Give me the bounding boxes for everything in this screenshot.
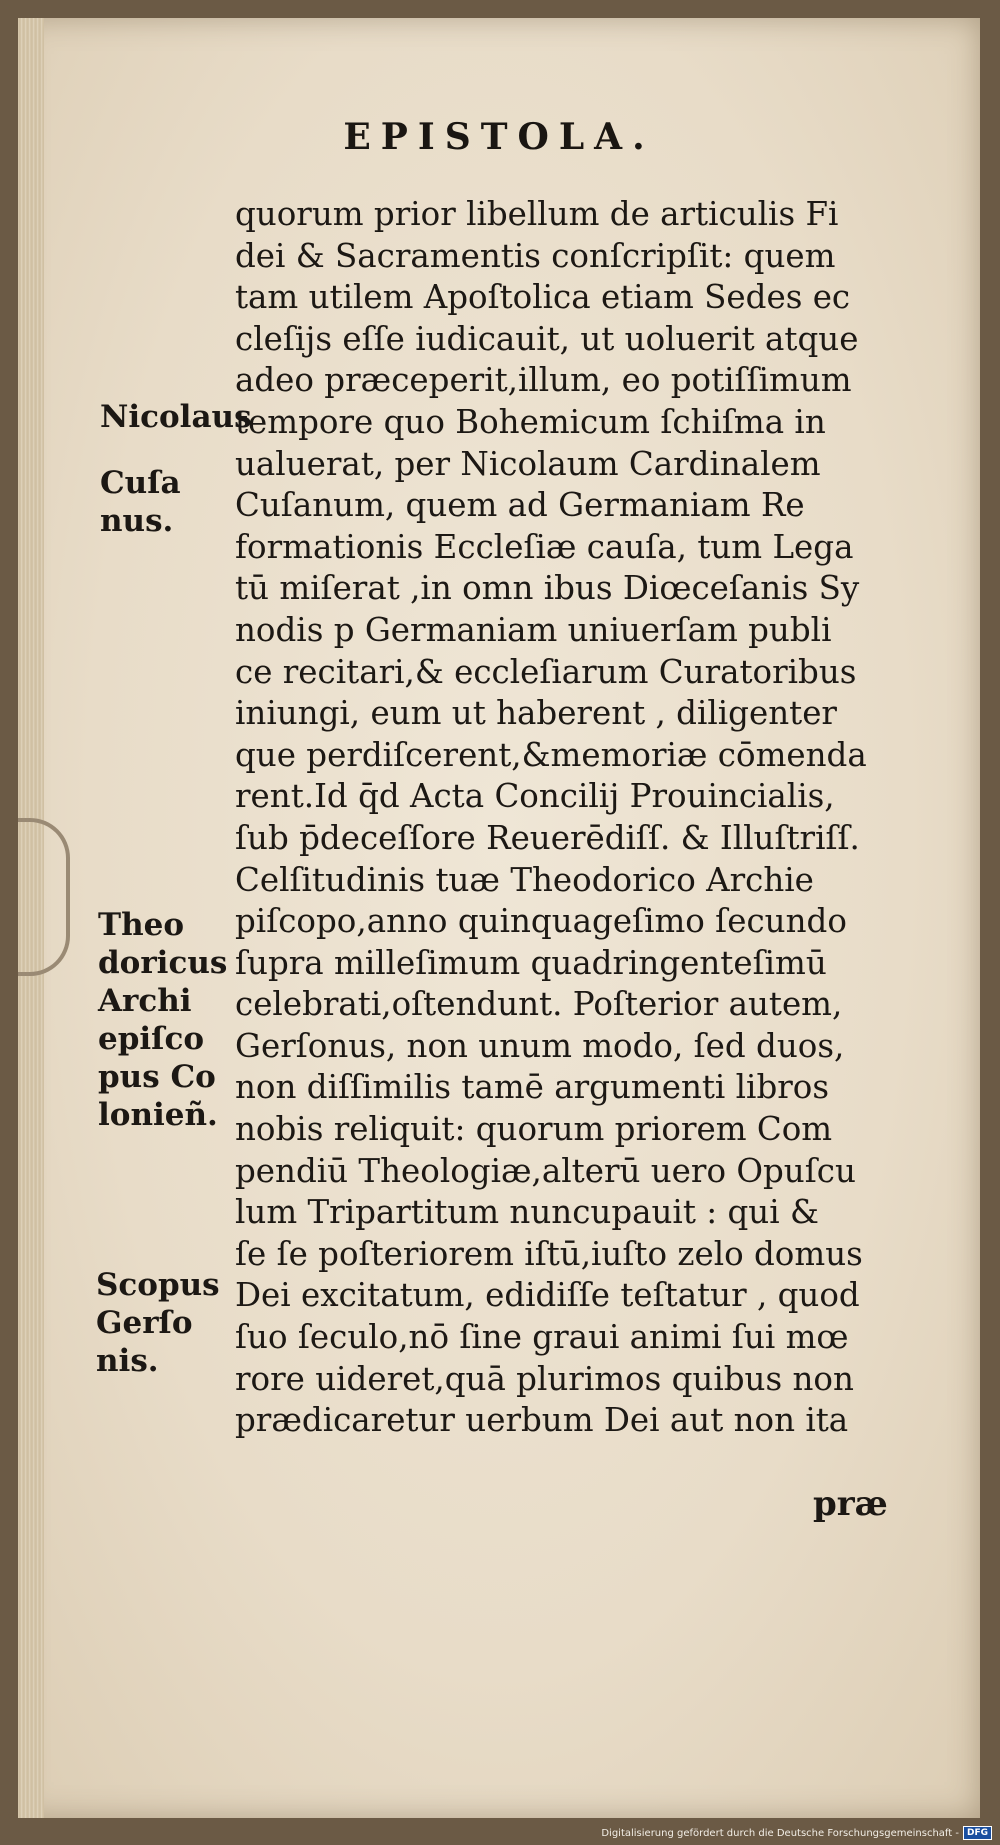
running-head: EPISTOLA.	[343, 116, 655, 158]
body-line: cleſijs eſſe iudicauit, ut uoluerit atque	[235, 319, 859, 358]
body-line: formationis Eccleſiæ cauſa, tum Lega	[235, 527, 854, 566]
margin-note-line: nis.	[96, 1343, 159, 1379]
body-line: prædicaretur uerbum Dei aut non ita	[235, 1401, 849, 1440]
margin-note-line: doricus	[98, 945, 228, 981]
margin-note-nicolaus	[100, 398, 252, 540]
body-line: Dei excitatum, edidiſſe teſtatur , quod	[235, 1276, 860, 1315]
body-line: ſe ſe poſteriorem iſtū,iuſto zelo domus	[235, 1234, 863, 1273]
margin-note-theodoricus	[98, 906, 227, 1134]
body-line: tū miſerat ,in omn ibus Diœceſanis Sy	[235, 569, 860, 608]
body-line: tam utilem Apoſtolica etiam Sedes ec	[235, 278, 851, 317]
body-line: nodis p Germaniam uniuerſam publi	[235, 610, 832, 649]
margin-note-scopus	[96, 1266, 220, 1380]
margin-note-line: lonieñ.	[98, 1097, 218, 1133]
body-line: rent.Id q̄d Acta Concilij Prouincialis,	[235, 777, 835, 816]
margin-note-line: Nicolaus	[100, 399, 252, 435]
margin-note-line: Scopus	[96, 1267, 220, 1303]
body-line: celebrati,oſtendunt. Poſterior autem,	[235, 985, 843, 1024]
body-line: ce recitari,& eccleſiarum Curatoribus	[235, 652, 857, 691]
book-page	[18, 18, 980, 1818]
body-line: pendiū Theologiæ,alterū uero Opuſcu	[235, 1151, 856, 1190]
margin-note-line: Cuſa	[100, 465, 181, 501]
body-line: Gerſonus, non unum modo, ſed duos,	[235, 1026, 845, 1065]
page-clip	[18, 818, 70, 976]
body-line: ualuerat, per Nicolaum Cardinalem	[235, 444, 821, 483]
body-line: tempore quo Bohemicum ſchiſma in	[235, 402, 826, 441]
footer-text: Digitalisierung gefördert durch die Deutsche Forschungsgemeinschaft -	[601, 1827, 959, 1839]
margin-note-line: Theo	[98, 907, 185, 943]
body-line: nobis reliquit: quorum priorem Com	[235, 1110, 833, 1149]
margin-note-line: Gerſo	[96, 1305, 193, 1341]
body-line: ſub p̄deceſſore Reuerēdiſſ. & Illuſtriſſ.	[235, 818, 860, 857]
footer-credit	[601, 1826, 992, 1840]
catchword: præ	[813, 1484, 888, 1524]
body-text	[235, 194, 925, 1442]
body-line: rore uideret,quā plurimos quibus non	[235, 1359, 854, 1398]
body-line: iniungi, eum ut haberent , diligenter	[235, 694, 837, 733]
margin-note-line: Archi	[98, 983, 192, 1019]
body-line: adeo præceperit,illum, eo potiſſimum	[235, 361, 852, 400]
body-line: que perdiſcerent,&memoriæ cōmenda	[235, 735, 867, 774]
margin-note-line: nus.	[100, 503, 174, 539]
body-line: piſcopo,anno quinquageſimo ſecundo	[235, 902, 847, 941]
margin-note-line: epiſco	[98, 1021, 205, 1057]
dfg-logo-icon: DFG	[963, 1826, 992, 1840]
body-line: ſupra milleſimum quadringenteſimū	[235, 943, 827, 982]
body-line: Celſitudinis tuæ Theodorico Archie	[235, 860, 814, 899]
body-line: lum Tripartitum nuncupauit : qui &	[235, 1193, 819, 1232]
margin-note-line: pus Co	[98, 1059, 216, 1095]
body-line: non diſſimilis tamē argumenti libros	[235, 1068, 830, 1107]
body-line: dei & Sacramentis conſcripſit: quem	[235, 236, 836, 275]
body-line: quorum prior libellum de articulis Fi	[235, 195, 839, 233]
body-line: Cuſanum, quem ad Germaniam Re	[235, 486, 805, 525]
body-line: ſuo ſeculo,nō ſine graui animi ſui mœ	[235, 1318, 849, 1357]
